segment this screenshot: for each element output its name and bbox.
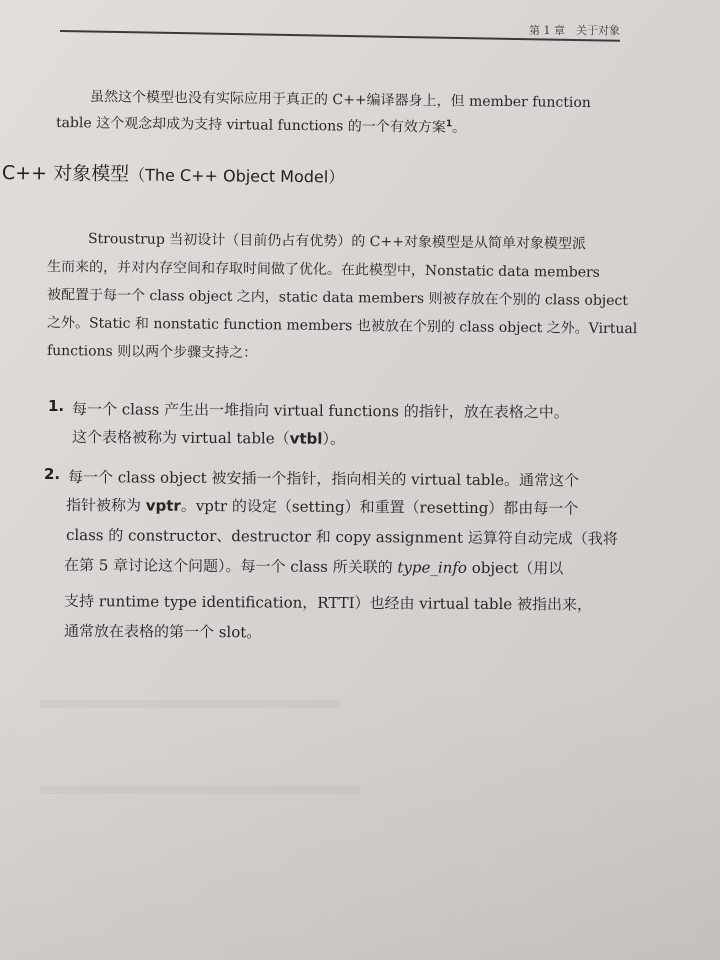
list-2-line-4 (64, 554, 563, 578)
para-line-4: 之外。Static 和 nonstatic function members 也被放在个别的 class object 之外。Virtual (46, 315, 638, 338)
para-line-3: 被配置于每一个 class object 之内，static data members 则被存放在个别的 class object (46, 287, 629, 310)
list-1-line-2 (72, 426, 345, 449)
intro-line-2-end: 。 (451, 119, 467, 137)
list-1-line-1: 每一个 class 产生出一堆指向 virtual functions 的指针，放在表格之中。 (71, 400, 569, 422)
type-info-term: type_info (397, 558, 468, 577)
para-line-2: 生而来的，并对内存空间和存取时间做了优化。在此模型中，Nonstatic data members (46, 259, 600, 281)
show-through-line-2 (40, 786, 360, 794)
list-2-line-5: 支持 runtime type identification，RTTI）也经由 virtual table 被指出来， (63, 592, 593, 614)
footnote-mark: 1 (445, 119, 453, 130)
list-2-line-1: 每一个 class object 被安插一个指针，指向相关的 virtual table。通常这个 (67, 468, 580, 490)
list-2-line-3: class 的 constructor、destructor 和 copy assignment 运算符自动完成（我将 (65, 526, 618, 548)
running-header: 第 1 章 关于对象 (529, 24, 620, 37)
list-1-line-2-a: 这个表格被称为 virtual table（ (71, 428, 290, 448)
list-2-line-2 (66, 494, 578, 519)
intro-line-2-text: table 这个观念却成为支持 virtual functions 的一个有效方案 (55, 115, 446, 136)
vtbl-term: vtbl (289, 429, 323, 448)
intro-line-2 (56, 112, 466, 137)
list-number-2: 2. (44, 465, 61, 483)
section-heading (2, 158, 345, 189)
show-through-line-1 (40, 700, 340, 708)
list-1-line-2-c: ）。 (322, 429, 346, 448)
para-line-5: functions 则以两个步骤支持之： (46, 343, 258, 362)
list-number-1: 1. (48, 397, 65, 415)
list-2-line-2-c: 。vptr 的设定（setting）和重置（resetting）都由每一个 (180, 496, 579, 518)
section-title-en: （The C++ Object Model） (129, 165, 345, 187)
para-line-1: Stroustrup 当初设计（目前仍占有优势）的 C++对象模型是从简单对象模型派 (87, 231, 586, 253)
show-through-shadow (0, 680, 720, 960)
vptr-term: vptr (145, 496, 181, 515)
list-2-line-6: 通常放在表格的第一个 slot。 (63, 622, 262, 642)
list-2-line-2-a: 指针被称为 (65, 496, 146, 515)
section-title-cn: C++ 对象模型 (1, 162, 130, 186)
intro-line-1: 虽然这个模型也没有实际应用于真正的 C++编译器身上，但 member function (89, 89, 591, 112)
list-2-line-4-a: 在第 5 章讨论这个问题）。每一个 class 所关联的 (63, 556, 398, 577)
list-2-line-4-c: object（用以 (466, 558, 564, 578)
